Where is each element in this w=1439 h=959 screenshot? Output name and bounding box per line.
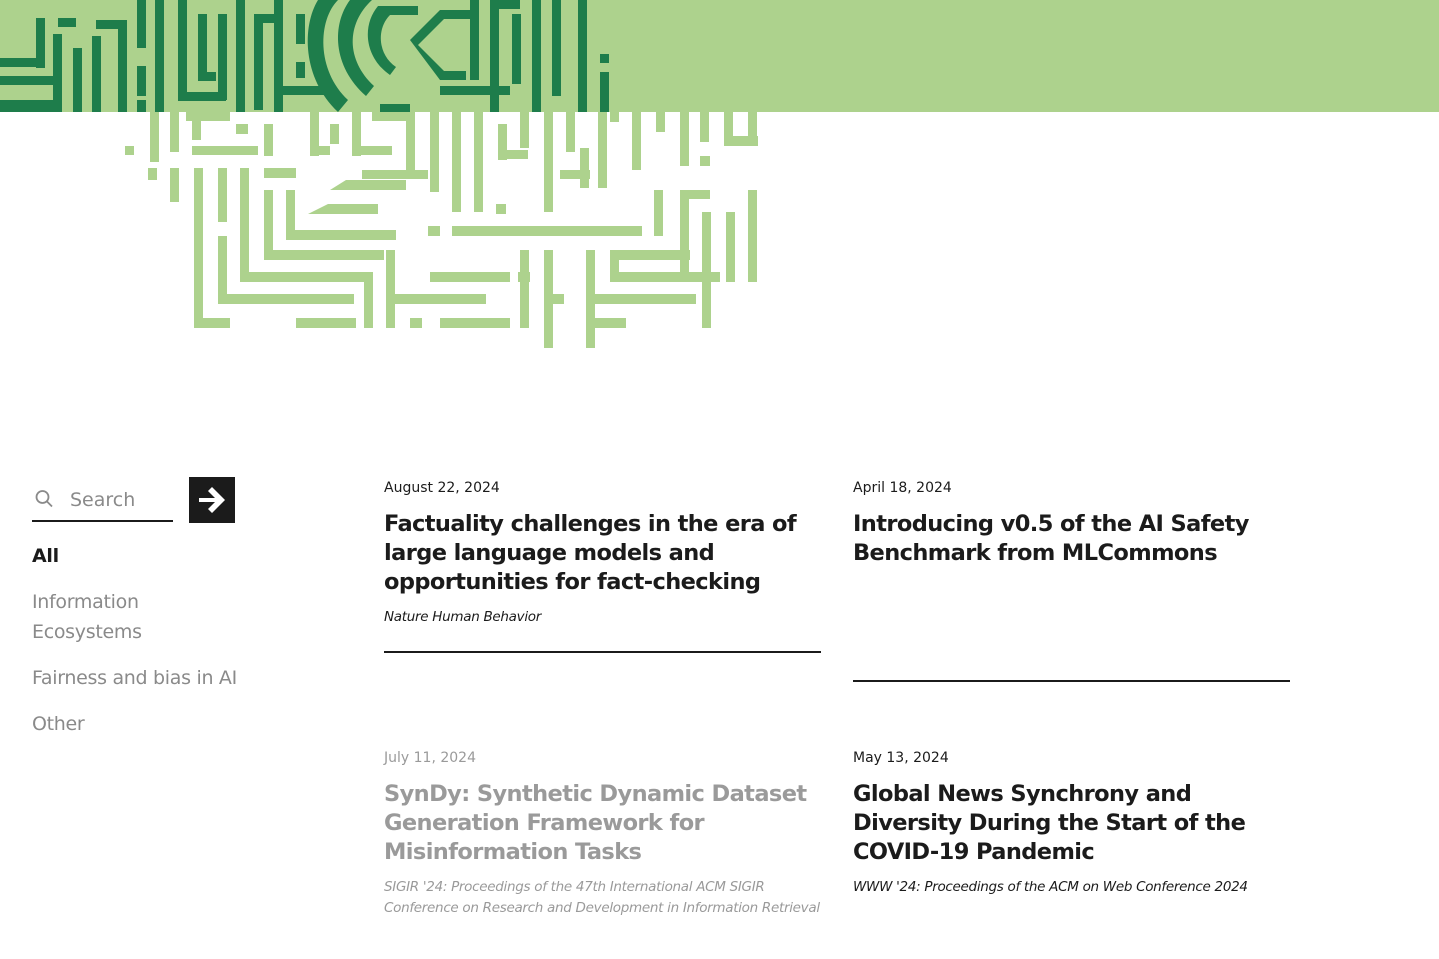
article-title-link[interactable]: Global News Synchrony and Diversity During the Start of the COVID-19 Pandemic [853,781,1246,865]
article-title-link[interactable]: Factuality challenges in the era of large language models and opportunities for fact-checking [384,511,797,595]
article-date: August 22, 2024 [384,480,500,496]
search-field[interactable] [32,478,173,522]
article-title-link[interactable]: SynDy: Synthetic Dynamic Dataset Generation Framework for Misinformation Tasks [384,781,807,865]
hero-pattern-illustration [0,0,760,350]
filter-all[interactable]: All [32,545,59,567]
search-submit-button[interactable] [189,477,235,523]
card-divider [384,651,821,653]
search-input[interactable] [70,486,170,514]
arrow-right-icon [189,477,235,523]
category-filter-list [32,541,252,755]
article-date: April 18, 2024 [853,480,952,496]
filter-fairness-and-bias[interactable]: Fairness and bias in AI [32,667,237,689]
article-card [384,748,821,919]
article-title-link[interactable]: Introducing v0.5 of the AI Safety Benchmark from MLCommons [853,511,1249,566]
article-venue: WWW '24: Proceedings of the ACM on Web Conference 2024 [853,879,1248,895]
article-date: May 13, 2024 [853,750,949,766]
search-icon [34,489,54,509]
filter-other[interactable]: Other [32,713,85,735]
filter-information-ecosystems[interactable]: Information Ecosystems [32,591,142,643]
article-card [853,478,1290,578]
card-divider [853,680,1290,682]
article-venue: Nature Human Behavior [384,609,541,625]
article-venue: SIGIR '24: Proceedings of the 47th International ACM SIGIR Conference on Research and Development in Information Retrieval [384,879,820,916]
article-card [853,748,1290,898]
article-date: July 11, 2024 [384,750,476,766]
article-card [384,478,821,628]
